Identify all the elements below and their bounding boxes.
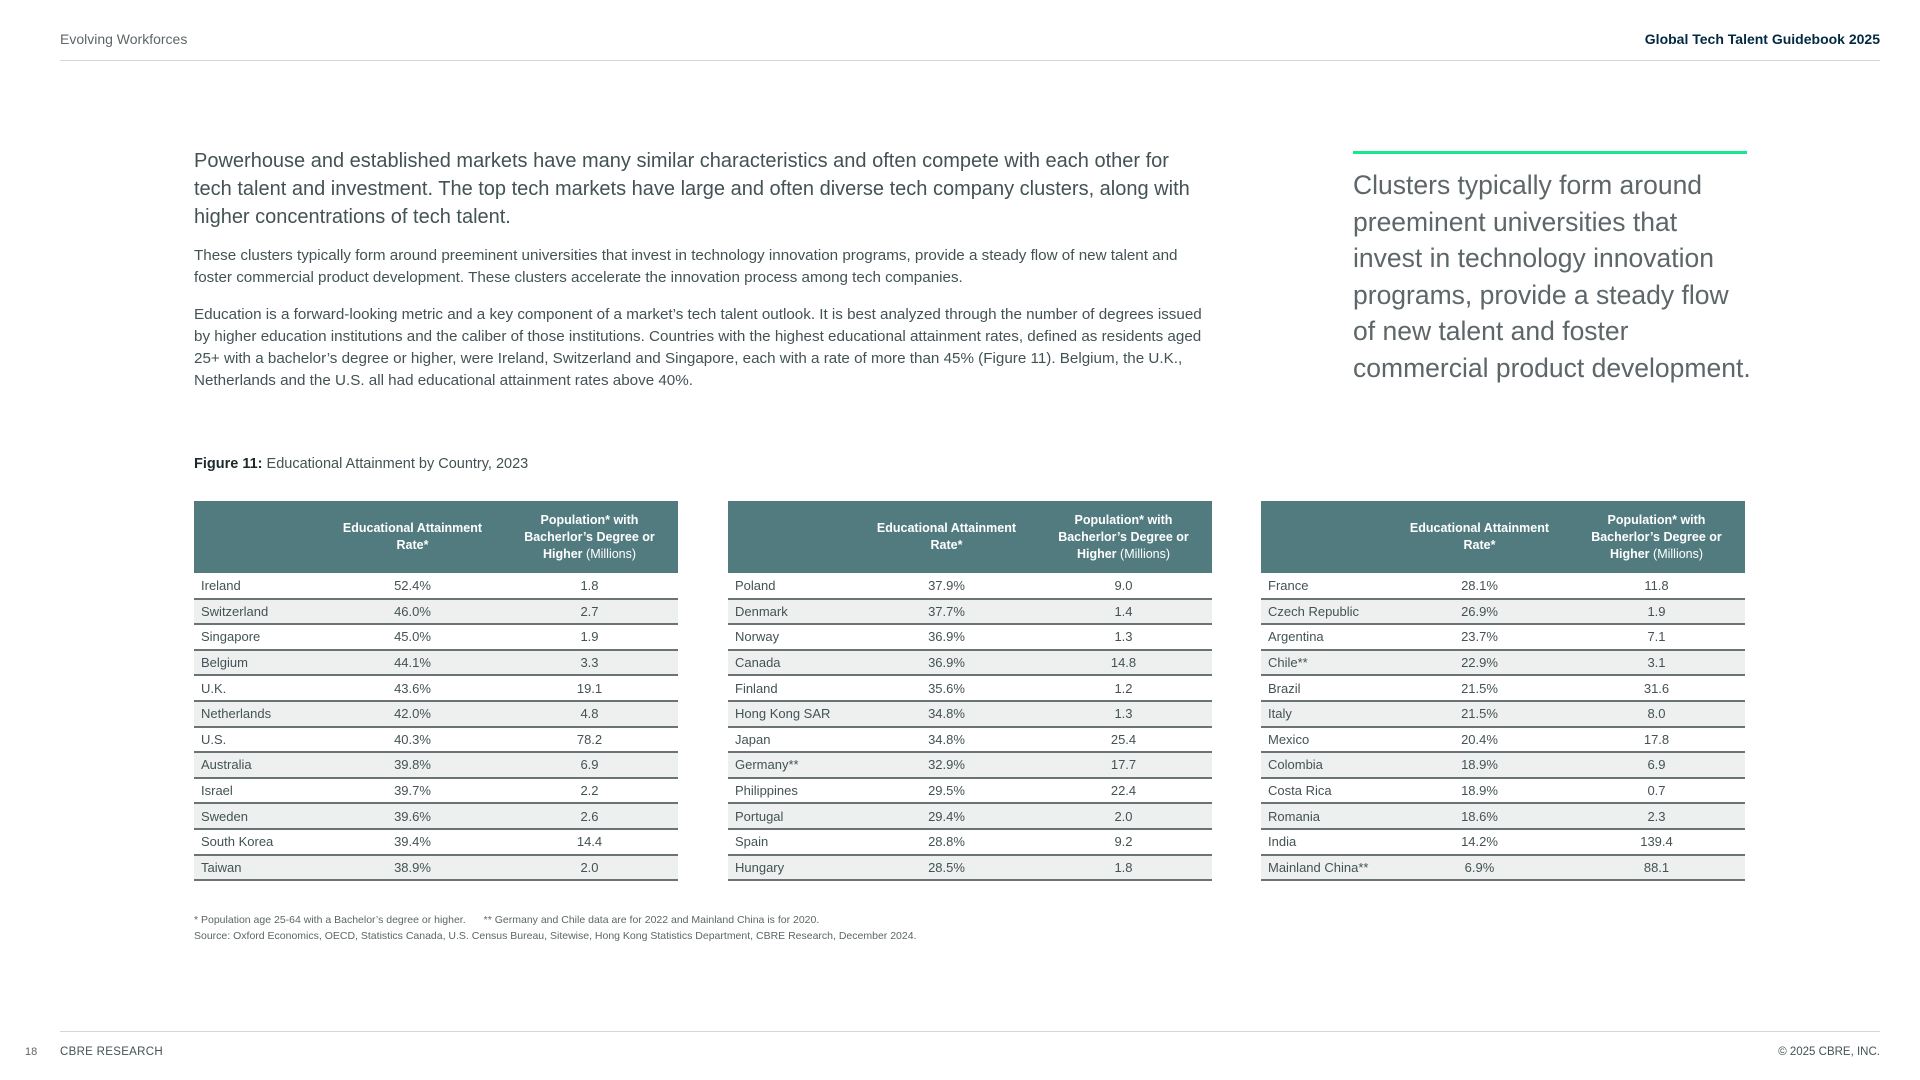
rate-cell: 18.6%: [1391, 803, 1568, 829]
country-cell: Australia: [194, 752, 324, 778]
rate-cell: 45.0%: [324, 624, 501, 650]
table-row: [194, 752, 678, 778]
rate-cell: 52.4%: [324, 573, 501, 599]
population-cell: 2.7: [501, 599, 678, 625]
lead-paragraph: Powerhouse and established markets have many similar characteristics and often compete with each other for tech talent and investment. The top tech markets have large and often diverse tech company clusters, along with higher concentrations of tech talent.: [194, 150, 1190, 228]
table-header-row: [1261, 501, 1745, 573]
country-cell: South Korea: [194, 829, 324, 855]
population-cell: 2.0: [1035, 803, 1212, 829]
country-cell: Finland: [728, 675, 858, 701]
population-cell: 6.9: [1568, 752, 1745, 778]
rate-cell: 21.5%: [1391, 675, 1568, 701]
table-row: [1261, 803, 1745, 829]
table-row: [194, 675, 678, 701]
table-row: [728, 727, 1212, 753]
country-cell: Argentina: [1261, 624, 1391, 650]
header-population-label: Population* with Bacherlor’s Degree or Higher: [524, 512, 655, 561]
table-row: [1261, 675, 1745, 701]
country-cell: Philippines: [728, 778, 858, 804]
country-cell: Sweden: [194, 803, 324, 829]
country-cell: Colombia: [1261, 752, 1391, 778]
rate-cell: 43.6%: [324, 675, 501, 701]
header-population-label: Population* with Bacherlor’s Degree or Higher: [1591, 512, 1722, 561]
header-population: [1568, 501, 1745, 573]
rate-cell: 39.4%: [324, 829, 501, 855]
population-cell: 2.6: [501, 803, 678, 829]
table-row: [728, 701, 1212, 727]
rate-cell: 38.9%: [324, 855, 501, 881]
population-cell: 14.4: [501, 829, 678, 855]
rate-cell: 46.0%: [324, 599, 501, 625]
country-cell: Japan: [728, 727, 858, 753]
country-cell: Singapore: [194, 624, 324, 650]
population-cell: 2.3: [1568, 803, 1745, 829]
country-cell: Italy: [1261, 701, 1391, 727]
population-cell: 1.4: [1035, 599, 1212, 625]
header-country: [194, 501, 324, 573]
country-cell: Spain: [728, 829, 858, 855]
rate-cell: 28.8%: [858, 829, 1035, 855]
country-cell: Brazil: [1261, 675, 1391, 701]
figure-title: Educational Attainment by Country, 2023: [266, 456, 529, 472]
population-cell: 17.7: [1035, 752, 1212, 778]
rate-cell: 29.5%: [858, 778, 1035, 804]
rate-cell: 39.8%: [324, 752, 501, 778]
population-cell: 25.4: [1035, 727, 1212, 753]
table-row: [728, 650, 1212, 676]
rate-cell: 34.8%: [858, 727, 1035, 753]
table-row: [728, 855, 1212, 881]
header-population-label: Population* with Bacherlor’s Degree or Higher: [1058, 512, 1189, 561]
header-attainment-rate: Educational Attainment Rate*: [1391, 501, 1568, 573]
table-row: [728, 778, 1212, 804]
table-row: [728, 803, 1212, 829]
body-paragraph-2: Education is a forward-looking metric and a key component of a market’s tech talent outlook. It is best analyzed through the number of degrees issued by higher education institutions and the caliber of those institutions. Countries with the highest educational attainment rates, defined as residents aged 25+ with a bachelor’s degree or higher, were Ireland, Switzerland and Singapore, each with a rate of more than 45% (Figure 11). Belgium, the U.K., Netherlands and the U.S. all had educational attainment rates above 40%.: [194, 306, 1202, 389]
table-row: [194, 701, 678, 727]
rate-cell: 32.9%: [858, 752, 1035, 778]
header-population-unit: (Millions): [1653, 546, 1704, 561]
country-cell: Germany**: [728, 752, 858, 778]
population-cell: 31.6: [1568, 675, 1745, 701]
table-row: [1261, 855, 1745, 881]
rate-cell: 28.5%: [858, 855, 1035, 881]
population-cell: 2.2: [501, 778, 678, 804]
rate-cell: 21.5%: [1391, 701, 1568, 727]
population-cell: 1.9: [1568, 599, 1745, 625]
country-cell: India: [1261, 829, 1391, 855]
rate-cell: 42.0%: [324, 701, 501, 727]
rate-cell: 14.2%: [1391, 829, 1568, 855]
country-cell: Taiwan: [194, 855, 324, 881]
country-cell: Poland: [728, 573, 858, 599]
table-row: [1261, 650, 1745, 676]
attainment-table-2: [728, 501, 1212, 881]
population-cell: 9.2: [1035, 829, 1212, 855]
country-cell: U.K.: [194, 675, 324, 701]
population-cell: 2.0: [501, 855, 678, 881]
population-cell: 1.3: [1035, 624, 1212, 650]
table-row: [1261, 778, 1745, 804]
header-population-unit: (Millions): [1120, 546, 1171, 561]
population-cell: 3.1: [1568, 650, 1745, 676]
country-cell: Israel: [194, 778, 324, 804]
table-row: [194, 624, 678, 650]
publication-title: Global Tech Talent Guidebook 2025: [1644, 31, 1880, 47]
table-row: [728, 752, 1212, 778]
country-cell: Czech Republic: [1261, 599, 1391, 625]
rate-cell: 29.4%: [858, 803, 1035, 829]
table-row: [1261, 573, 1745, 599]
header-population: [501, 501, 678, 573]
table-row: [194, 855, 678, 881]
country-cell: Mexico: [1261, 727, 1391, 753]
country-cell: Hungary: [728, 855, 858, 881]
table-row: [728, 829, 1212, 855]
population-cell: 8.0: [1568, 701, 1745, 727]
header-country: [1261, 501, 1391, 573]
attainment-table-3: [1261, 501, 1745, 881]
body-paragraph-1: These clusters typically form around preeminent universities that invest in technology innovation programs, provide a steady flow of new talent and foster commercial product development. These clusters accelerate the innovation process among tech companies.: [194, 247, 1178, 286]
population-cell: 11.8: [1568, 573, 1745, 599]
footnote-data-years: ** Germany and Chile data are for 2022 and Mainland China is for 2020.: [483, 914, 820, 926]
country-cell: Chile**: [1261, 650, 1391, 676]
header-country: [728, 501, 858, 573]
population-cell: 1.2: [1035, 675, 1212, 701]
population-cell: 3.3: [501, 650, 678, 676]
population-cell: 9.0: [1035, 573, 1212, 599]
rate-cell: 18.9%: [1391, 778, 1568, 804]
rate-cell: 26.9%: [1391, 599, 1568, 625]
rate-cell: 40.3%: [324, 727, 501, 753]
pullquote: Clusters typically form around preeminent universities that invest in technology innovation programs, provide a steady flow of new talent and foster commercial product development.: [1353, 170, 1751, 383]
population-cell: 1.8: [501, 573, 678, 599]
table-header-row: [194, 501, 678, 573]
rate-cell: 6.9%: [1391, 855, 1568, 881]
country-cell: Portugal: [728, 803, 858, 829]
table-row: [194, 803, 678, 829]
population-cell: 22.4: [1035, 778, 1212, 804]
table-row: [1261, 829, 1745, 855]
table-row: [194, 727, 678, 753]
rate-cell: 18.9%: [1391, 752, 1568, 778]
header-attainment-rate: Educational Attainment Rate*: [858, 501, 1035, 573]
country-cell: U.S.: [194, 727, 324, 753]
attainment-table-1: [194, 501, 678, 881]
population-cell: 78.2: [501, 727, 678, 753]
rate-cell: 44.1%: [324, 650, 501, 676]
country-cell: Ireland: [194, 573, 324, 599]
rate-cell: 36.9%: [858, 650, 1035, 676]
table-header-row: [728, 501, 1212, 573]
country-cell: Belgium: [194, 650, 324, 676]
rate-cell: 37.7%: [858, 599, 1035, 625]
table-row: [728, 599, 1212, 625]
population-cell: 17.8: [1568, 727, 1745, 753]
footnotes: [194, 914, 819, 926]
table-row: [728, 675, 1212, 701]
population-cell: 0.7: [1568, 778, 1745, 804]
table-row: [1261, 599, 1745, 625]
rate-cell: 37.9%: [858, 573, 1035, 599]
header-divider: [60, 60, 1880, 61]
table-row: [1261, 624, 1745, 650]
copyright: © 2025 CBRE, INC.: [1778, 1046, 1880, 1058]
section-title: Evolving Workforces: [60, 31, 188, 47]
table-row: [194, 778, 678, 804]
rate-cell: 39.6%: [324, 803, 501, 829]
rate-cell: 28.1%: [1391, 573, 1568, 599]
population-cell: 14.8: [1035, 650, 1212, 676]
population-cell: 139.4: [1568, 829, 1745, 855]
figure-label: Figure 11:: [194, 456, 263, 472]
table-row: [1261, 727, 1745, 753]
country-cell: Norway: [728, 624, 858, 650]
table-row: [194, 599, 678, 625]
table-row: [194, 573, 678, 599]
table-row: [1261, 752, 1745, 778]
country-cell: Hong Kong SAR: [728, 701, 858, 727]
population-cell: 7.1: [1568, 624, 1745, 650]
rate-cell: 36.9%: [858, 624, 1035, 650]
footer-divider: [60, 1031, 1880, 1032]
country-cell: Romania: [1261, 803, 1391, 829]
footnote-population: * Population age 25-64 with a Bachelor’s degree or higher.: [194, 914, 466, 926]
population-cell: 19.1: [501, 675, 678, 701]
page-number: 18: [25, 1046, 38, 1058]
rate-cell: 35.6%: [858, 675, 1035, 701]
country-cell: Netherlands: [194, 701, 324, 727]
table-row: [728, 624, 1212, 650]
country-cell: Costa Rica: [1261, 778, 1391, 804]
country-cell: Denmark: [728, 599, 858, 625]
rate-cell: 23.7%: [1391, 624, 1568, 650]
country-cell: Switzerland: [194, 599, 324, 625]
country-cell: France: [1261, 573, 1391, 599]
population-cell: 4.8: [501, 701, 678, 727]
header-population-unit: (Millions): [586, 546, 637, 561]
population-cell: 1.9: [501, 624, 678, 650]
header-attainment-rate: Educational Attainment Rate*: [324, 501, 501, 573]
table-row: [728, 573, 1212, 599]
population-cell: 1.3: [1035, 701, 1212, 727]
rate-cell: 20.4%: [1391, 727, 1568, 753]
rate-cell: 34.8%: [858, 701, 1035, 727]
population-cell: 1.8: [1035, 855, 1212, 881]
table-row: [1261, 701, 1745, 727]
figure-caption: [194, 456, 528, 472]
country-cell: Canada: [728, 650, 858, 676]
table-row: [194, 829, 678, 855]
header-population: [1035, 501, 1212, 573]
footer-brand: CBRE RESEARCH: [60, 1046, 163, 1058]
pullquote-accent-rule: [1353, 151, 1747, 154]
population-cell: 88.1: [1568, 855, 1745, 881]
country-cell: Mainland China**: [1261, 855, 1391, 881]
rate-cell: 39.7%: [324, 778, 501, 804]
rate-cell: 22.9%: [1391, 650, 1568, 676]
table-row: [194, 650, 678, 676]
population-cell: 6.9: [501, 752, 678, 778]
source-note: Source: Oxford Economics, OECD, Statistics Canada, U.S. Census Bureau, Sitewise, Hong Kong Statistics Department, CBRE Research, December 2024.: [194, 930, 917, 942]
